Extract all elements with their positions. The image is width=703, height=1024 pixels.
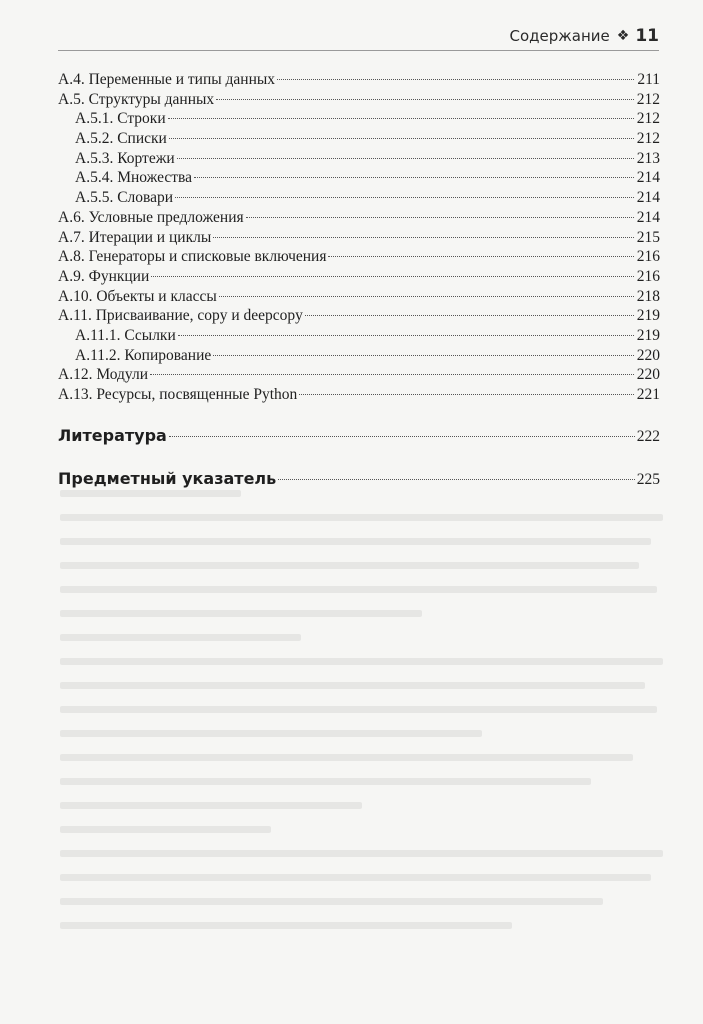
toc-entry-page: 218 bbox=[636, 287, 660, 305]
dot-leader bbox=[277, 79, 634, 80]
toc-entry-page: 222 bbox=[636, 428, 660, 445]
dot-leader bbox=[169, 436, 635, 437]
toc-entry-label: А.6. Условные предложения bbox=[58, 208, 244, 226]
toc-entry[interactable] bbox=[58, 188, 660, 208]
dot-leader bbox=[175, 197, 634, 198]
toc-entry-subject-index[interactable] bbox=[58, 469, 660, 489]
toc-entry-page: 225 bbox=[636, 471, 660, 488]
diamond-separator-icon: ❖ bbox=[616, 28, 630, 44]
toc-entry-label: А.11. Присваивание, copy и deepcopy bbox=[58, 307, 303, 325]
toc-entry[interactable] bbox=[58, 90, 660, 110]
toc-entry[interactable] bbox=[58, 129, 660, 149]
toc-entry-page: 220 bbox=[636, 366, 660, 384]
toc-entry[interactable] bbox=[58, 267, 660, 287]
toc-entry[interactable] bbox=[58, 326, 660, 346]
dot-leader bbox=[194, 177, 634, 178]
toc-entry[interactable] bbox=[58, 228, 660, 248]
header-section-title: Содержание bbox=[509, 27, 610, 45]
dot-leader bbox=[219, 296, 634, 297]
dot-leader bbox=[150, 374, 634, 375]
toc-entry-label: А.4. Переменные и типы данных bbox=[58, 71, 276, 88]
header-page-number: 11 bbox=[635, 26, 659, 46]
dot-leader bbox=[216, 99, 634, 100]
toc-entry-label: А.5. Структуры данных bbox=[58, 90, 215, 108]
toc-entry[interactable] bbox=[58, 109, 660, 129]
toc-entry-label: А.9. Функции bbox=[58, 267, 150, 285]
dot-leader bbox=[299, 394, 634, 395]
toc-entry-label: А.5.2. Списки bbox=[75, 130, 167, 148]
toc-entry-page: 213 bbox=[636, 149, 660, 167]
toc-entry[interactable] bbox=[58, 168, 660, 188]
toc-entry-page: 211 bbox=[637, 71, 660, 88]
dot-leader bbox=[178, 335, 634, 336]
toc-entry[interactable] bbox=[58, 306, 660, 326]
dot-leader bbox=[328, 256, 634, 257]
table-of-contents bbox=[58, 70, 660, 405]
toc-entry-label: Предметный указатель bbox=[58, 469, 277, 488]
dot-leader bbox=[246, 217, 634, 218]
toc-entry-page: 214 bbox=[636, 208, 660, 226]
dot-leader bbox=[278, 479, 634, 480]
toc-entry[interactable] bbox=[58, 247, 660, 267]
dot-leader bbox=[151, 276, 634, 277]
toc-entry-page: 219 bbox=[636, 326, 660, 344]
toc-entry-page: 212 bbox=[636, 130, 660, 148]
toc-entry[interactable] bbox=[58, 70, 660, 90]
dot-leader bbox=[213, 237, 634, 238]
toc-entry-label: А.11.2. Копирование bbox=[75, 346, 212, 364]
toc-entry-page: 212 bbox=[636, 110, 660, 128]
dot-leader bbox=[305, 315, 634, 316]
toc-entry-page: 215 bbox=[636, 228, 660, 246]
toc-entry-page: 220 bbox=[636, 346, 660, 364]
toc-entry-page: 216 bbox=[636, 267, 660, 285]
toc-entry-page: 212 bbox=[636, 90, 660, 108]
toc-entry-page: 214 bbox=[636, 169, 660, 187]
toc-entry[interactable] bbox=[58, 149, 660, 169]
toc-entry-label: А.5.3. Кортежи bbox=[75, 149, 175, 167]
dot-leader bbox=[168, 118, 634, 119]
toc-entry-label: А.8. Генераторы и списковые включения bbox=[58, 248, 327, 266]
toc-entry[interactable] bbox=[58, 287, 660, 307]
toc-entry[interactable] bbox=[58, 208, 660, 228]
reverse-side-bleed-through bbox=[60, 490, 663, 1004]
dot-leader bbox=[177, 158, 634, 159]
toc-entry-page: 216 bbox=[636, 248, 660, 266]
toc-entry[interactable] bbox=[58, 365, 660, 385]
toc-entry-page: 214 bbox=[636, 189, 660, 207]
toc-entry-label: А.11.1. Ссылки bbox=[75, 326, 176, 344]
toc-entry-label: А.13. Ресурсы, посвященные Python bbox=[58, 386, 298, 403]
toc-entry-literature[interactable] bbox=[58, 426, 660, 446]
toc-entry-page: 219 bbox=[636, 307, 660, 325]
toc-entry[interactable] bbox=[58, 346, 660, 366]
toc-entry-label: А.5.5. Словари bbox=[75, 189, 174, 207]
toc-entry-label: А.10. Объекты и классы bbox=[58, 287, 217, 305]
toc-entry-label: А.7. Итерации и циклы bbox=[58, 228, 212, 246]
toc-entry-label: Литература bbox=[58, 426, 167, 445]
toc-entry-label: А.12. Модули bbox=[58, 366, 149, 384]
toc-entry[interactable] bbox=[58, 385, 660, 405]
toc-entry-page: 221 bbox=[636, 386, 660, 403]
toc-entry-label: А.5.4. Множества bbox=[75, 169, 193, 187]
dot-leader bbox=[169, 138, 634, 139]
toc-entry-label: А.5.1. Строки bbox=[75, 110, 166, 128]
running-header bbox=[58, 22, 659, 51]
dot-leader bbox=[213, 355, 634, 356]
